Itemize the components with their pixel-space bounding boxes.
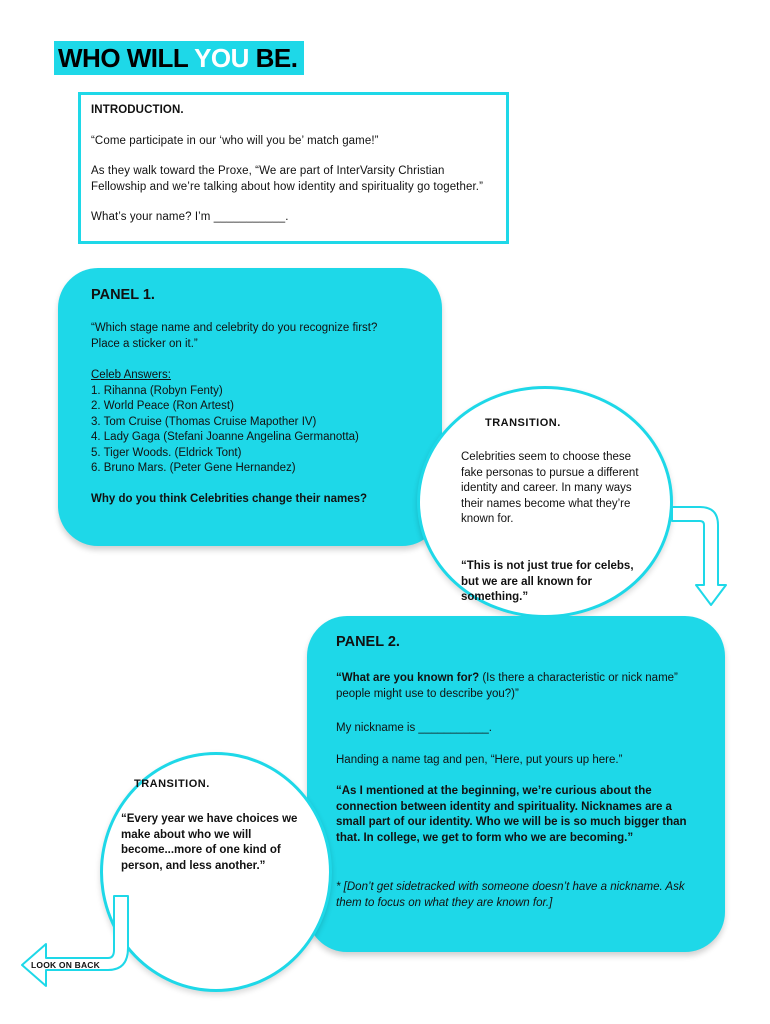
transition-1-heading: TRANSITION. xyxy=(485,417,561,429)
panel-2-handing: Handing a name tag and pen, “Here, put yours up here.” xyxy=(336,754,623,766)
panel-1-prompt: “Which stage name and celebrity do you recognize first? Place a sticker on it.” xyxy=(91,322,378,350)
panel-2-note: * [Don’t get sidetracked with someone doesn’t have a nickname. Ask them to focus on what they are known for.] xyxy=(336,881,685,909)
title-part2: BE. xyxy=(248,43,298,73)
panel-2-question-rest: (Is there a characteristic or nick name” people might use to describe you?)” xyxy=(336,672,678,700)
panel-1 xyxy=(58,268,442,546)
panel-2-quote: “As I mentioned at the beginning, we’re curious about the connection between identity and spirituality. Nicknames are a small part of our identity. Who we will be is so much bigger than that. In college, we get to form who we are becoming.” xyxy=(336,785,687,844)
page-title xyxy=(54,41,304,75)
panel-2-question xyxy=(336,671,706,702)
panel-2-nickname: My nickname is ___________. xyxy=(336,722,492,734)
panel-2-question-bold: “What are you known for? xyxy=(336,672,480,684)
title-part1: WHO WILL xyxy=(58,43,195,73)
celeb-answers-heading: Celeb Answers: xyxy=(91,369,171,381)
panel-1-title: PANEL 1. xyxy=(91,287,155,303)
celeb-answers-list xyxy=(91,368,421,477)
introduction-line-3: What’s your name? I’m ___________. xyxy=(91,211,289,223)
title-highlight: YOU xyxy=(194,43,249,73)
introduction-heading: INTRODUCTION. xyxy=(91,104,184,116)
arrow-left-icon xyxy=(18,892,138,992)
arrow-down-icon xyxy=(670,504,730,608)
transition-2-heading: TRANSITION. xyxy=(134,778,210,790)
celeb-answer-5: 5. Tiger Woods. (Eldrick Tont) xyxy=(91,446,242,459)
celeb-answer-1: 1. Rihanna (Robyn Fenty) xyxy=(91,384,223,397)
introduction-line-2: As they walk toward the Proxe, “We are part of InterVarsity Christian Fellowship and we’re talking about how identity and spirituality go together.” xyxy=(91,165,483,193)
look-on-back-label: LOOK ON BACK xyxy=(31,960,100,970)
transition-1-quote: “This is not just true for celebs, but we are all known for something.” xyxy=(461,560,634,603)
celeb-answer-3: 3. Tom Cruise (Thomas Cruise Mapother IV) xyxy=(91,415,317,428)
introduction-line-1: “Come participate in our ‘who will you be’ match game!” xyxy=(91,134,379,147)
transition-circle-1 xyxy=(417,386,673,618)
transition-2-quote: “Every year we have choices we make about who we will become...more of one kind of person, and less another.” xyxy=(121,813,298,872)
panel-1-question: Why do you think Celebrities change their names? xyxy=(91,493,368,505)
celeb-answer-6: 6. Bruno Mars. (Peter Gene Hernandez) xyxy=(91,462,296,474)
transition-1-body: Celebrities seem to choose these fake personas to pursue a different identity and career. In many ways their names become what they’re known for. xyxy=(461,451,639,525)
celeb-answer-2: 2. World Peace (Ron Artest) xyxy=(91,400,234,412)
introduction-box xyxy=(78,92,509,244)
panel-2-title: PANEL 2. xyxy=(336,634,400,650)
celeb-answer-4: 4. Lady Gaga (Stefani Joanne Angelina Germanotta) xyxy=(91,431,359,443)
panel-2 xyxy=(307,616,725,952)
